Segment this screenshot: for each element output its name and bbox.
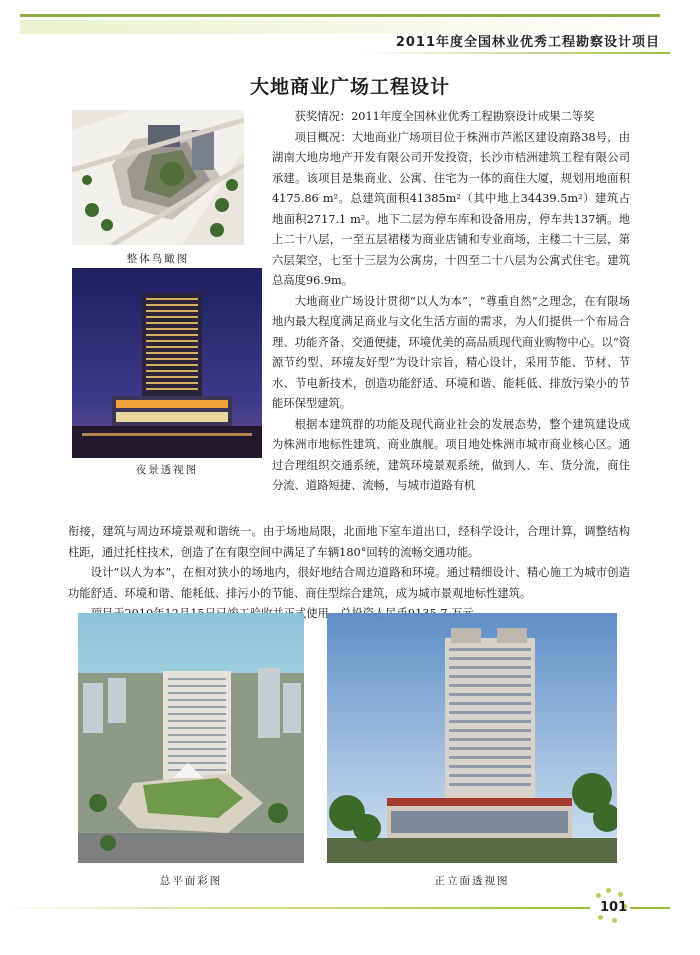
continuation-paragraph: 衔接，建筑与周边环境景观和谐统一。由于场地局限，北面地下室车道出口，经科学设计，合理计算，调整结构柱距，通过托柱技术，创造了在有限空间中满足了车辆180°回转的流畅交通功能。	[68, 525, 630, 559]
article-title: 大地商业广场工程设计	[249, 76, 450, 98]
page-number: 101	[600, 900, 628, 915]
footer-rule	[0, 907, 590, 909]
footer-ornament	[618, 892, 623, 897]
header-underline	[360, 52, 670, 54]
site-plan-image	[78, 613, 304, 863]
full-width-text	[68, 522, 630, 625]
footer-ornament	[596, 893, 601, 898]
award-paragraph: 获奖情况：2011年度全国林业优秀工程勘察设计成果二等奖	[294, 110, 595, 123]
caption-night: 夜景透视图	[135, 464, 199, 476]
aerial-view-image	[72, 110, 244, 245]
elevation-image	[327, 613, 617, 863]
right-column-text	[272, 107, 630, 497]
caption-plan: 总平面彩图	[159, 875, 223, 887]
night-view-image	[72, 268, 262, 458]
design-paragraph: 设计“以人为本”，在相对狭小的场地内，很好地结合周边道路和环境。通过精细设计、精心施工为城市创造功能舒适、环境和谐、能耗低、排污小的节能、商住型综合建筑，成为城市景观地标性建筑。	[68, 566, 630, 600]
footer-ornament	[598, 915, 603, 920]
caption-aerial: 整体鸟瞰图	[126, 253, 190, 265]
footer-ornament	[612, 918, 617, 923]
header-rule	[20, 14, 660, 17]
footer-rule-end	[630, 907, 670, 909]
caption-elevation: 正立面透视图	[434, 875, 510, 887]
overview-paragraph: 项目概况：大地商业广场项目位于株洲市芦淞区建设南路38号，由湖南大地房地产开发有限公司开发投资，长沙市桔洲建筑工程有限公司承建。该项目是集商业、公寓、住宅为一体的商住大厦，规划用地面积4175.86 m²。总建筑面积41385m²（其中地上34439.5m²）建筑占地面积2717.1 m²。地下二层为停车库和设备用房，停车共137辆。地上二十八层，一至五层裙楼为商业店铺和专业商场，主楼二十三层，第六层架空，七至十三层为公寓房，十四至二十八层为公寓式住宅。建筑总高度96.9m。	[272, 130, 630, 287]
concept-paragraph: 大地商业广场设计贯彻“以人为本”，“尊重自然”之理念，在有限场地内最大程度满足商业与文化生活方面的需求，为人们提供一个布局合理、功能齐备、交通便捷，环境优美的高品质现代商业购物中心。以“资源节约型、环境友好型”为设计宗旨，精心设计，采用节能、节材、节水、节电新技术，创造功能舒适、环境和谐、能耗低、排放污染小的节能环保型建筑。	[272, 294, 630, 410]
footer-ornament	[606, 888, 611, 893]
running-header: 2011年度全国林业优秀工程勘察设计项目	[395, 35, 660, 50]
landmark-paragraph: 根据本建筑群的功能及现代商业社会的发展态势，整个建筑建设成为株洲市地标性建筑、商业旗舰。项目地处株洲市城市商业核心区。通过合理组织交通系统，建筑环境景观系统，做到人、车、货分流，商住分流、道路短捷、流畅，与城市道路有机	[272, 417, 630, 492]
